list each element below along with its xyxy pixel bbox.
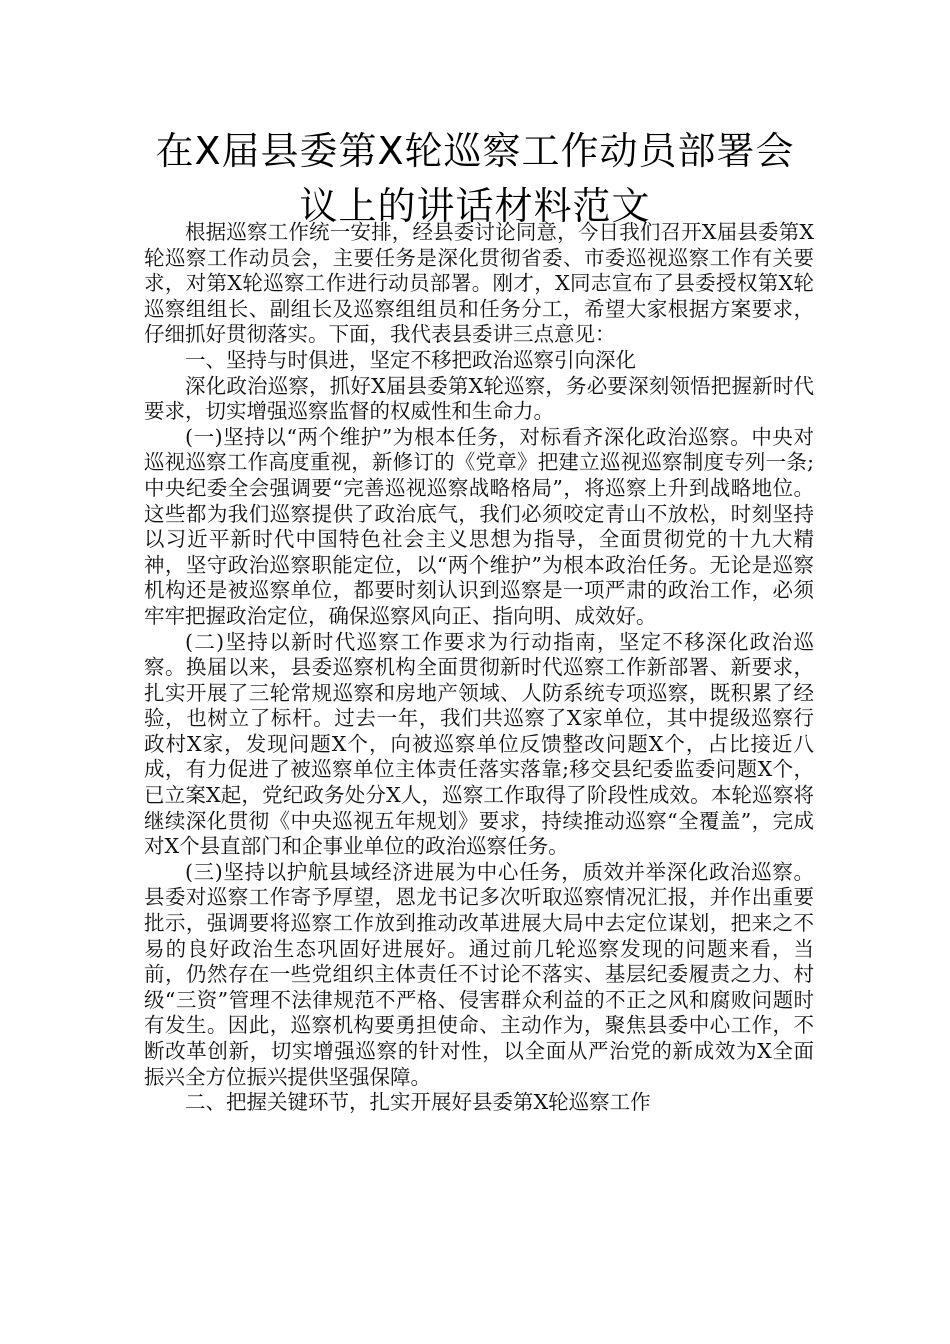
paragraph-point-2: (二)坚持以新时代巡察工作要求为行动指南，坚定不移深化政治巡察。换届以来，县委巡察机构全面贯彻新时代巡察工作新部署、新要求，扎实开展了三轮常规巡察和房地产领域、人防系统专项巡察，既积累了经验，也树立了标杆。过去一年，我们共巡察了X家单位，其中提级巡察行政村X家，发现问题X个，向被巡察单位反馈整改问题X个，占比接近八成，有力促进了被巡察单位主体责任落实落靠;移交县纪委监委问题X个，已立案X起，党纪政务处分X人，巡察工作取得了阶段性成效。本轮巡察将继续深化贯彻《中央巡视五年规划》要求，持续推动巡察“全覆盖”，完成对X个县直部门和企事业单位的政治巡察任务。 (144, 629, 814, 859)
document-body (144, 220, 814, 1116)
document-title (140, 124, 810, 234)
heading-section-1: 一、坚持与时俱进，坚定不移把政治巡察引向深化 (185, 347, 636, 372)
paragraph-point-3: (三)坚持以护航县域经济进展为中心任务，质效并举深化政治巡察。县委对巡察工作寄予厚望，恩龙书记多次听取巡察情况汇报，并作出重要批示，强调要将巡察工作放到推动改革进展大局中去定位谋划，把来之不易的良好政治生态巩固好进展好。通过前几轮巡察发现的问题来看，当前，仍然存在一些党组织主体责任不讨论不落实、基层纪委履责之力、村级“三资”管理不法律规范不严格、侵害群众利益的不正之风和腐败问题时有发生。因此，巡察机构要勇担使命、主动作为，聚焦县委中心工作，不断改革创新，切实增强巡察的针对性，以全面从严治党的新成效为X全面振兴全方位振兴提供坚强保障。 (144, 859, 814, 1089)
title-line-1: 在X届县委第X轮巡察工作动员部署会 (155, 129, 795, 173)
paragraph-point-1: (一)坚持以“两个维护”为根本任务，对标看齐深化政治巡察。中央对巡视巡察工作高度重视，新修订的《党章》把建立巡视巡察制度专列一条;中央纪委全会强调要“完善巡视巡察战略格局”，将巡察上升到战略地位。这些都为我们巡察提供了政治底气，我们必须咬定青山不放松，时刻坚持以习近平新时代中国特色社会主义思想为指导，全面贯彻党的十九大精神，坚守政治巡察职能定位，以“两个维护”为根本政治任务。无论是巡察机构还是被巡察单位，都要时刻认识到巡察是一项严肃的政治工作，必须牢牢把握政治定位，确保巡察风向正、指向明、成效好。 (144, 424, 814, 628)
paragraph-section-1-lead: 深化政治巡察，抓好X届县委第X轮巡察，务必要深刻领悟把握新时代要求，切实增强巡察监督的权威性和生命力。 (144, 373, 814, 424)
title-line-2: 议上的讲话材料范文 (299, 184, 651, 228)
paragraph-intro: 根据巡察工作统一安排，经县委讨论同意，今日我们召开X届县委第X轮巡察工作动员会，主要任务是深化贯彻省委、市委巡视巡察工作有关要求，对第X轮巡察工作进行动员部署。刚才，X同志宣布了县委授权第X轮巡察组组长、副组长及巡察组组员和任务分工，希望大家根据方案要求，仔细抓好贯彻落实。下面，我代表县委讲三点意见： (144, 220, 814, 347)
heading-section-2: 二、把握关键环节，扎实开展好县委第X轮巡察工作 (185, 1090, 651, 1115)
